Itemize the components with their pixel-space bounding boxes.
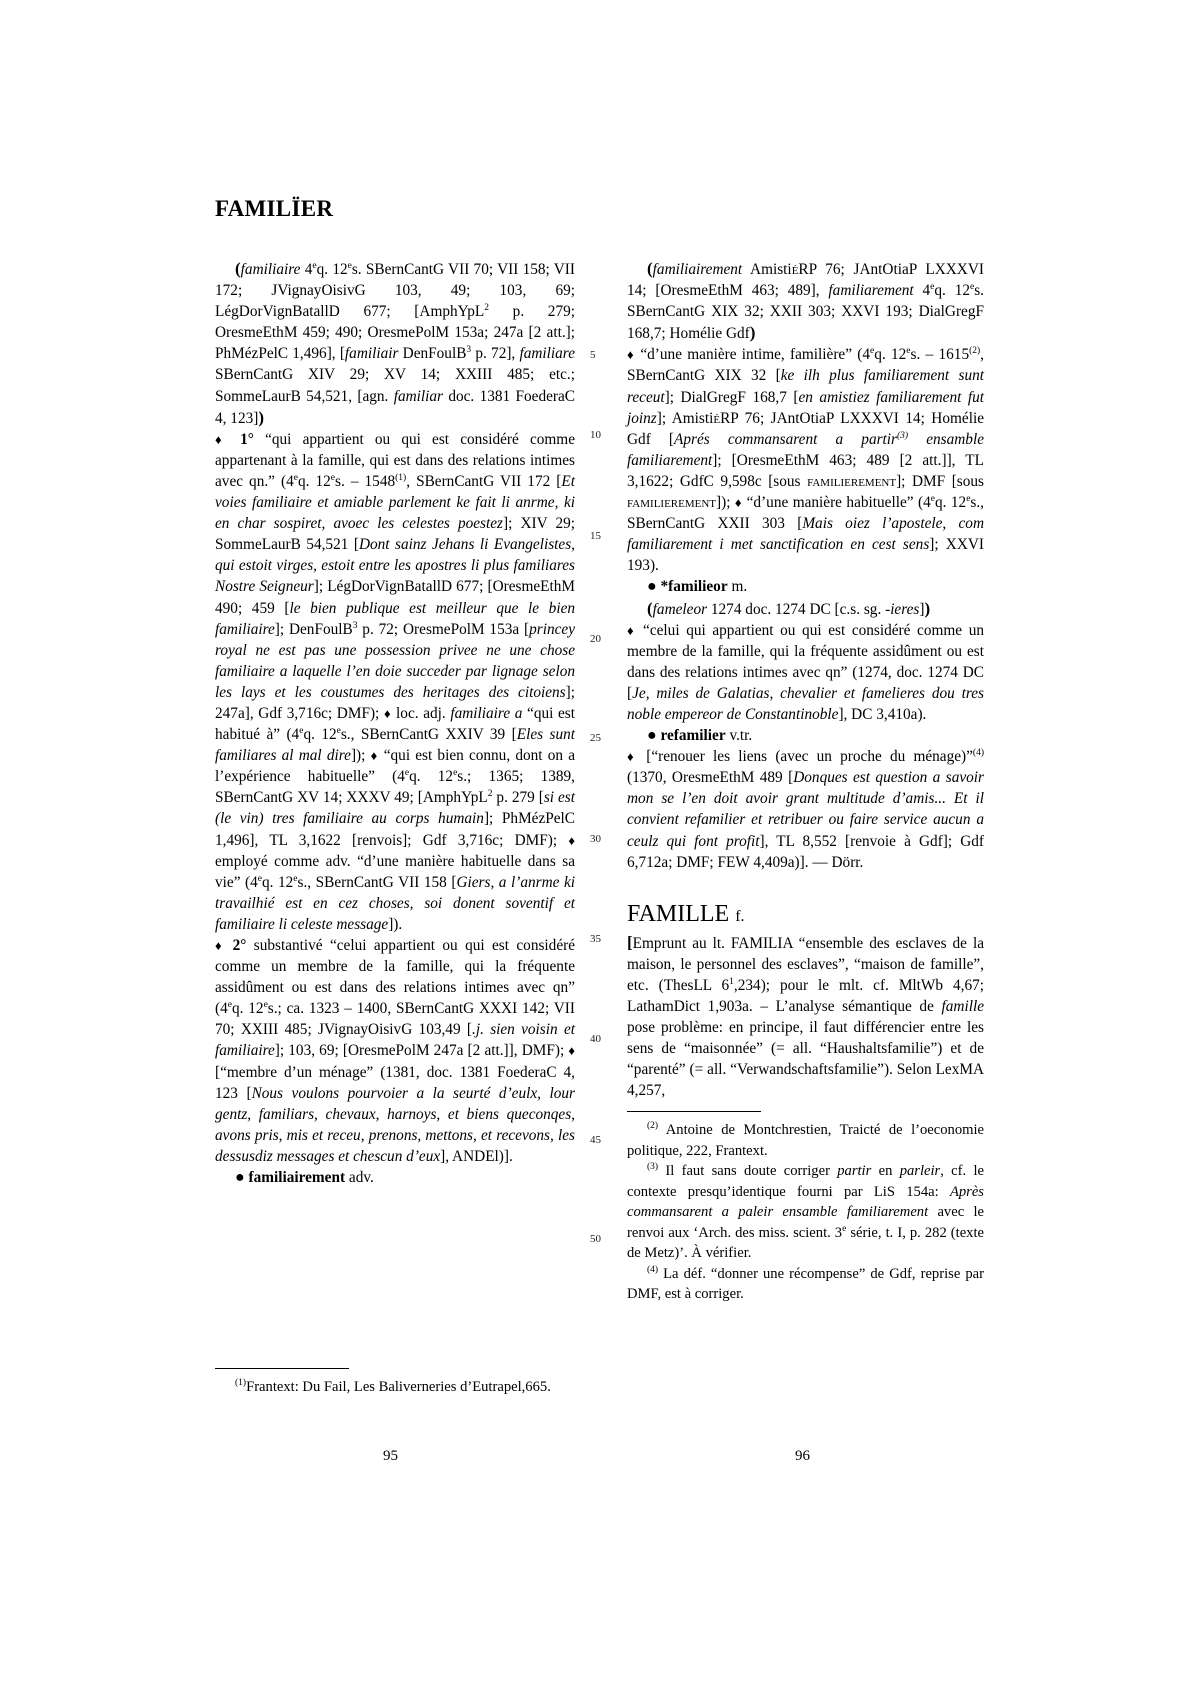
forms-paragraph: (familiaire 4eq. 12es. SBernCantG VII 70; VII 158; VII 172; JVignayOisivG 103, 49; 103, 69; LégDorVignBatallD 677; [AmphYpL$^2$ p. 279; OresmeEthM 459; 490; OresmePolM 153a; 247a [2 att.]; PhMézPelC 1,496], [familiair DenFoulB$^3$ p. 72], familiare SBernCantG XIV 29; XV 14; XXIII 485; etc.; SommeLaurB 54,521, [agn. familiar doc. 1381 FoederaC 4, 123]) (215, 259, 575, 427)
line-number: 50 (590, 1233, 601, 1245)
sense-2-paragraph: ♦ 2° substantivé “celui appartient ou qui est considéré comme un membre de la famille, qui la fréquente assidûment ou est dans des relations intimes avec qn” (4eq. 12es.; ca. 1323 – 1400, SBernCantG XXXI 142; VII 70; XXIII 485; JVignayOisivG 103,49 [.j. sien voisin et familiaire]; 103, 69; [OresmePolM 247a [2 att.]], DMF); ♦ [“membre d’un ménage” (1381, doc. 1381 FoederaC 4, 123 [Nous voulons pourvoier a la seurté d’eulx, lour gentz, familiars, chevaux, harnoys, et biens queconqes, avons pris, mis et receu, prenons, mettons, et recevons, les dessusdiz messages et chescun d’eux], ANDEl)]. (215, 937, 575, 1165)
page-number-right: 96 (795, 1448, 810, 1464)
footnote-rule (627, 1111, 761, 1112)
subentry-familieor-head: ● *familieor m. (647, 578, 748, 596)
entry-famille-head: FAMILLE f. (627, 900, 745, 927)
footnote-2: $^{(2)}$ Antoine de Montchrestien, Traicté de l’oeconomie politique, 222, Frantext. (627, 1121, 985, 1159)
footnote-4: $^{(4)}$ La déf. “donner une récompense” de Gdf, reprise par DMF, est à corriger. (627, 1265, 984, 1303)
line-number: 10 (590, 429, 601, 441)
footnote-1: $^{(1)}$Frantext: Du Fail, Les Baliverneries d’Eutrapel,665. (235, 1378, 551, 1395)
line-number: 5 (590, 349, 596, 361)
page-header: FAMILÏER (215, 196, 334, 221)
line-number: 30 (590, 833, 601, 845)
line-number: 45 (590, 1134, 601, 1146)
familieor-forms: (fameleor 1274 doc. 1274 DC [c.s. sg. -ieres]) (647, 598, 931, 618)
footnote-3: $^{(3)}$ Il faut sans doute corriger partir en parleir, cf. le contexte presqu’identique fourni par LiS 154a: Après commansarent a paleir ensamble familiarement avec le renvoi aux ‘Arch. des miss. scient. 3e série, t. I, p. 282 (texte de Metz)’. À vérifier. (627, 1162, 985, 1262)
line-number: 25 (590, 732, 601, 744)
subentry-refamilier-head: ● refamilier v.tr. (647, 727, 753, 745)
familiairement-sense: ♦ “d’une manière intime, familière” (4eq. 12es. – 1615$^{(2)}$, SBernCantG XIX 32 [ke ilh plus familiarement sunt receut]; DialGregF 168,7 [en amistiez familiarement fut joinz]; AmistiéRP 76; JAntOtiaP LXXXVI 14; Homélie Gdf [Aprés commansarent a partir$^{(3)}$ ensamble familiarement]; [OresmeEthM 463; 489 [2 att.]], TL 3,1622; GdfC 9,598c [sous familierement]; DMF [sous familierement]); ♦ “d’une manière habituelle” (4eq. 12es., SBernCantG XXII 303 [Mais oiez l’apostele, com familiarement i met sanctification en cest sens]; XXVI 193). (627, 346, 985, 575)
page-number-left: 95 (383, 1448, 398, 1464)
footnote-rule (215, 1368, 349, 1369)
sense-1-paragraph: ♦ 1° “qui appartient ou qui est considéré comme appartenant à la famille, qui est dans des relations intimes avec qn.” (4eq. 12es. – 1548$^{(1)}$, SBernCantG VII 172 [Et voies familiaire et amiable parlement ke fait li anrme, ki en char sospiret, avoec les celestes poestez]; XIV 29; SommeLaurB 54,521 [Dont sainz Jehans li Evangelistes, qui estoit virges, estoit entre les apostres li plus familiares Nostre Seigneur]; LégDorVignBatallD 677; [OresmeEthM 490; 459 [le bien publique est meilleur que le bien familiaire]; DenFoulB$^3$ p. 72; OresmePolM 153a [princey royal ne est pas une possession privee ne une chose familiaire a laquelle l’en doie succeder par lignage selon les lays et les coustumes des heritages des citoiens]; 247a], Gdf 3,716c; DMF); ♦ loc. adj. familiaire a “qui est habitué à” (4eq. 12es., SBernCantG XXIV 39 [Eles sunt familiares al mal dire]); ♦ “qui est bien connu, dont on a l’expérience habituelle” (4eq. 12es.; 1365; 1389, SBernCantG XV 14; XXXV 49; [AmphYpL$^2$ p. 279 [si est (le vin) tres familiaire au corps humain]; PhMézPelC 1,496], TL 3,1622 [renvois]; Gdf 3,716c; DMF); ♦ employé comme adv. “d’une manière habituelle dans sa vie” (4eq. 12es., SBernCantG VII 158 [Giers, a l’anrme ki travailhié est en cez choses, soi donent soventif et familiaire li celeste message]). (215, 430, 576, 933)
famille-etymology: [Emprunt au lt. FAMILIA “ensemble des esclaves de la maison, le personnel des esclaves”, “maison de famille”, etc. (ThesLL $6^1,234$); pour le mlt. cf. MltWb 4,67; LathamDict 1,903a. – L’analyse sémantique de famille pose problème: en principe, il faut différencier entre les sens de “maisonnée” (= all. “Haushaltsfamilie”) et de “parenté” (= all. “Verwandschaftsfamilie”). Selon LexMA 4,257, (627, 932, 984, 1100)
line-number: 40 (590, 1033, 601, 1045)
subentry-familiairement-head: ● familiairement adv. (235, 1169, 374, 1187)
line-number: 35 (590, 933, 601, 945)
refamilier-sense: ♦ [“renouer les liens (avec un proche du ménage)”$^{(4)}$ (1370, OresmeEthM 489 [Donques est question a savoir mon se l’en doit avoir grant multitude d’amis... Et il convient refamilier et retribuer ou faire service aucun a ceulz qui font profit], TL 8,552 [renvoie à Gdf]; Gdf 6,712a; DMF; FEW 4,409a)]. — Dörr. (627, 748, 984, 871)
line-number: 15 (590, 530, 601, 542)
familiairement-forms: (familiairement AmistiéRP 76; JAntOtiaP LXXXVI 14; [OresmeEthM 463; 489], familiarement 4eq. 12es. SBernCantG XIX 32; XXII 303; XXVI 193; DialGregF 168,7; Homélie Gdf) (627, 259, 984, 343)
right-column (627, 258, 984, 1305)
left-footnotes (215, 1368, 575, 1398)
familieor-sense: ♦ “celui qui appartient ou qui est considéré comme un membre de la famille, qui la fréquente assidûment ou est dans des relations intimes avec qn” (1274, doc. 1274 DC [Je, miles de Galatias, chevalier et famelieres dou tres noble empereor de Constantinoble], DC 3,410a). (627, 621, 984, 723)
left-column (215, 258, 575, 1188)
line-number: 20 (590, 633, 601, 645)
